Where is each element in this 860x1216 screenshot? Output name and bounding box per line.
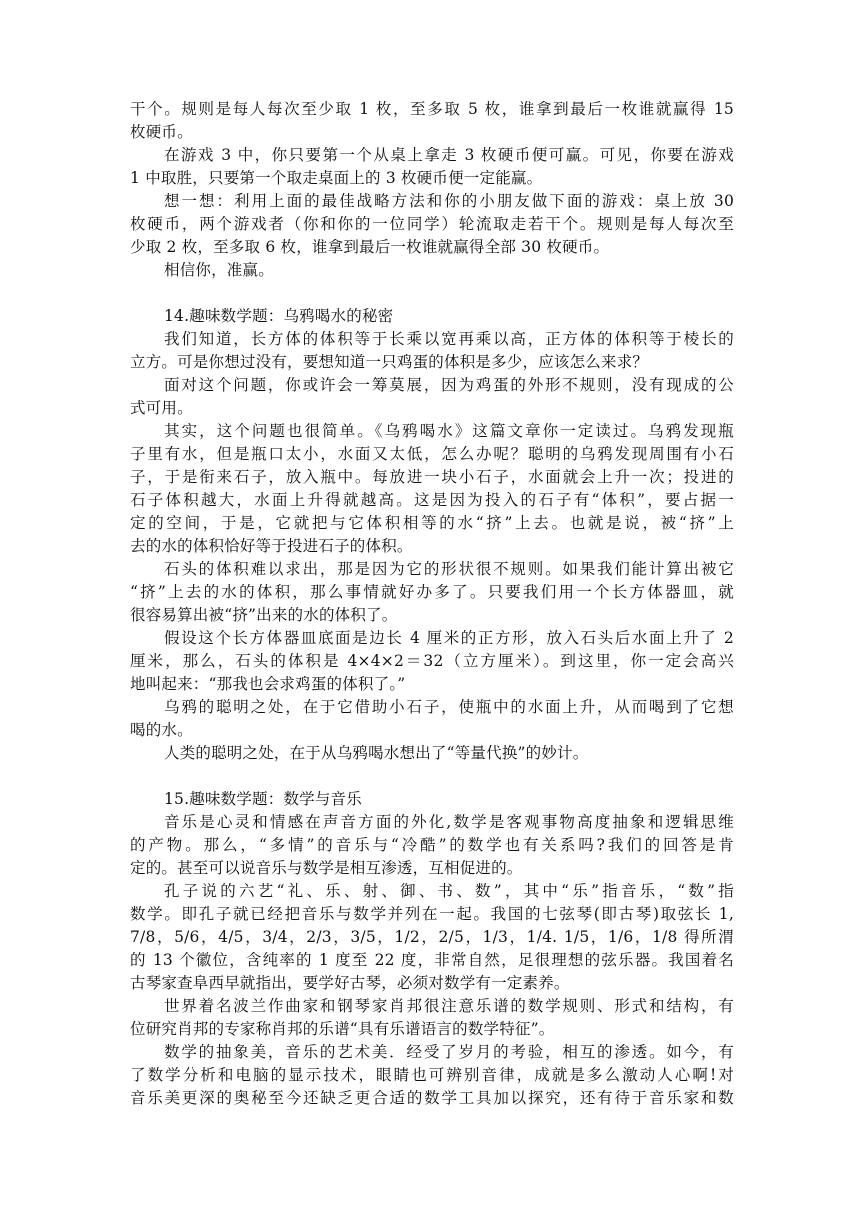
text-line: 世界着名波兰作曲家和钢琴家肖邦很注意乐谱的数学规则、形式和结构，有 bbox=[164, 997, 734, 1015]
text-line: 面对这个问题，你或许会一筹莫展，因为鸡蛋的外形不规则，没有现成的公 bbox=[164, 376, 734, 394]
text-line: 想一想：利用上面的最佳战略方法和你的小朋友做下面的游戏：桌上放 30 bbox=[164, 192, 734, 210]
text-line: 子里有水，但是瓶口太小，水面又太低，怎么办呢？聪明的乌鸦发现周围有小石 bbox=[130, 445, 734, 463]
text-line: 的 13 个徽位，含纯率的 1 度至 22 度，非常自然，足很理想的弦乐器。我国着名 bbox=[130, 951, 734, 969]
text-line: 其实，这个问题也很简单。《乌鸦喝水》这篇文章你一定读过。乌鸦发现瓶 bbox=[164, 422, 734, 440]
text-line: 音乐美更深的奥秘至今还缺乏更合适的数学工具加以探究，还有待于音乐家和数 bbox=[130, 1089, 734, 1107]
text-line: 石头的体积难以求出，那是因为它的形状很不规则。如果我们能计算出被它 bbox=[164, 560, 734, 578]
text-line: “挤”上去的水的体积，那么事情就好办多了。只要我们用一个长方体器皿，就 bbox=[130, 583, 734, 601]
text-line: 石子体积越大，水面上升得就越高。这是因为投入的石子有“体积”，要占据一 bbox=[130, 491, 734, 509]
document-body bbox=[130, 98, 734, 1110]
text-line: 我们知道，长方体的体积等于长乘以宽再乘以高，正方体的体积等于棱长的 bbox=[164, 330, 734, 348]
text-line: 枚硬币，两个游戏者（你和你的一位同学）轮流取走若干个。规则是每人每次至 bbox=[130, 215, 734, 233]
blank-line bbox=[130, 765, 734, 788]
text-line: 7/8，5/6，4/5，3/4，2/3，3/5，1/2，2/5，1/3，1/4. 1/5，1/6，1/8 得所渭 bbox=[130, 928, 734, 946]
text-line: 子，于是衔来石子，放入瓶中。每放进一块小石子，水面就会上升一次；投进的 bbox=[130, 468, 734, 486]
text-line: 干个。规则是每人每次至少取 1 枚，至多取 5 枚，谁拿到最后一枚谁就赢得 15 bbox=[130, 100, 734, 118]
text-line: 去的水的体积恰好等于投进石子的体积。 bbox=[130, 537, 413, 555]
text-line: 假设这个长方体器皿底面是边长 4 厘米的正方形，放入石头后水面上升了 2 bbox=[164, 629, 734, 647]
text-line: 人类的聪明之处，在于从乌鸦喝水想出了“等量代换”的妙计。 bbox=[164, 744, 589, 762]
text-line: 定的。甚至可以说音乐与数学是相互渗透，互相促进的。 bbox=[130, 859, 523, 877]
text-line: 在游戏 3 中，你只要第一个从桌上拿走 3 枚硬币便可赢。可见，你要在游戏 bbox=[164, 146, 734, 164]
text-line: 地叫起来：“那我也会求鸡蛋的体积了。” bbox=[130, 675, 406, 693]
text-line: 少取 2 枚，至多取 6 枚，谁拿到最后一枚谁就赢得全部 30 枚硬币。 bbox=[130, 238, 610, 256]
text-line: 喝的水。 bbox=[130, 721, 193, 739]
section-heading: 14.趣味数学题：乌鸦喝水的秘密 bbox=[164, 307, 394, 325]
blank-line bbox=[130, 282, 734, 305]
text-line: 古琴家查阜西早就指出，要学好古琴，必须对数学有一定素养。 bbox=[130, 974, 570, 992]
text-line: 了数学分析和电脑的显示技术，眼睛也可辨别音律，成就是多么激动人心啊!对 bbox=[130, 1066, 734, 1084]
text-line: 相信你，准赢。 bbox=[164, 261, 274, 279]
text-line: 孔子说的六艺“礼、乐、射、御、书、数”，其中“乐”指音乐，“数”指 bbox=[164, 882, 734, 900]
text-line: 1 中取胜，只要第一个取走桌面上的 3 枚硬币便一定能赢。 bbox=[130, 169, 543, 187]
text-line: 数学的抽象美，音乐的艺术美．经受了岁月的考验，相互的渗透。如今，有 bbox=[164, 1043, 734, 1061]
text-line: 式可用。 bbox=[130, 399, 193, 417]
text-line: 位研究肖邦的专家称肖邦的乐谱“具有乐谱语言的数学特征”。 bbox=[130, 1020, 555, 1038]
text-line: 厘米，那么，石头的体积是 4×4×2＝32（立方厘米）。到这里，你一定会高兴 bbox=[130, 652, 734, 670]
text-line: 音乐是心灵和情感在声音方面的外化,数学是客观事物高度抽象和逻辑思维 bbox=[164, 813, 734, 831]
text-line: 数学。即孔子就已经把音乐与数学并列在一起。我国的七弦琴(即古琴)取弦长 1, bbox=[130, 905, 734, 923]
section-heading: 15.趣味数学题：数学与音乐 bbox=[164, 790, 362, 808]
text-line: 枚硬币。 bbox=[130, 123, 193, 141]
text-line: 立方。可是你想过没有，要想知道一只鸡蛋的体积是多少，应该怎么来求？ bbox=[130, 353, 649, 371]
text-line: 的产物。那么，“多情”的音乐与“冷酷”的数学也有关系吗?我们的回答是肯 bbox=[130, 836, 734, 854]
text-line: 定的空间，于是，它就把与它体积相等的水“挤”上去。也就是说，被“挤”上 bbox=[130, 514, 734, 532]
text-line: 很容易算出被“挤”出来的水的体积了。 bbox=[130, 606, 398, 624]
text-line: 乌鸦的聪明之处，在于它借助小石子，使瓶中的水面上升，从而喝到了它想 bbox=[164, 698, 734, 716]
